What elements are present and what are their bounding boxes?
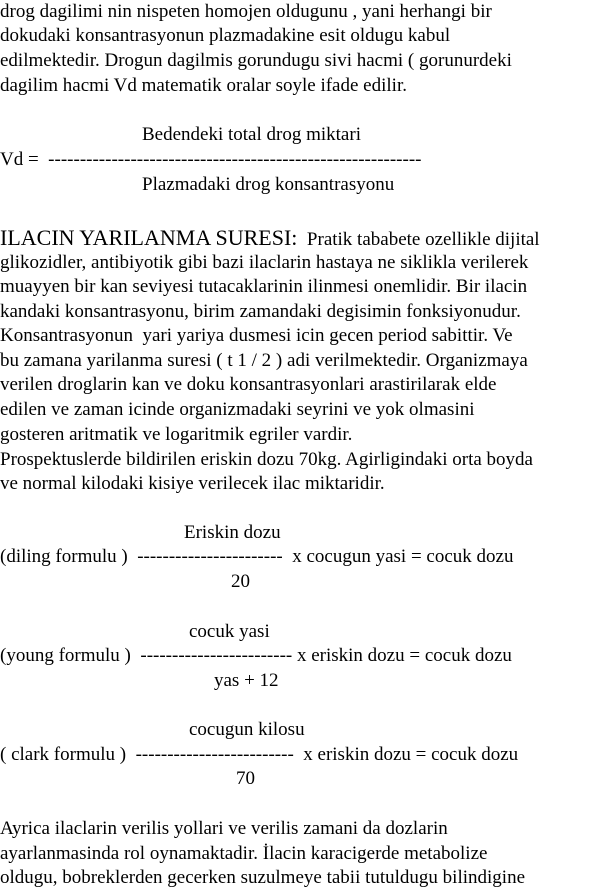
half-life-first-line [0,224,540,252]
clark-formula-line: ( clark formulu ) ------------------------- x eriskin dozu = cocuk dozu [0,744,519,765]
dilling-numerator: Eriskin dozu [184,522,281,543]
closing-line-3: oldugu, bobreklerden gecerken suzulmeye tabii tutuldugu bilindigine [0,867,526,888]
half-life-line-6: bu zamana yarilanma suresi ( t 1 / 2 ) adi verilmektedir. Organizmaya [0,350,528,371]
half-life-line-4: kandaki konsantrasyonu, birim zamandaki degisimin fonksiyonudur. [0,301,521,322]
closing-line-2: ayarlanmasinda rol oynamaktadir. İlacin karacigerde metabolize [0,843,488,864]
closing-line-1: Ayrica ilaclarin verilis yollari ve verilis zamani da dozlarin [0,818,448,839]
vd-numerator: Bedendeki total drog miktari [142,124,361,145]
half-life-line-10: Prospektuslerde bildirilen eriskin dozu 70kg. Agirligindaki orta boyda [0,449,533,470]
vd-fraction-line: Vd = ----------------------------------------------------------- [0,149,422,170]
intro-line-3: edilmektedir. Drogun dagilmis gorundugu sivi hacmi ( gorunurdeki [0,50,512,71]
intro-line-2: dokudaki konsantrasyonun plazmadakine esit oldugu kabul [0,25,451,46]
dilling-formula-line: (diling formulu ) ----------------------- x cocugun yasi = cocuk dozu [0,546,514,567]
half-life-line-7: verilen droglarin kan ve doku konsantrasyonlari arastirilarak elde [0,374,497,395]
half-life-line-1-rest: Pratik tababete ozellikle dijital [297,229,540,250]
half-life-line-8: edilen ve zaman icinde organizmadaki seyrini ve yok olmasini [0,399,475,420]
half-life-heading: ILACIN YARILANMA SURESI: [0,225,298,250]
intro-line-1: drog dagilimi nin nispeten homojen oldugunu , yani herhangi bir [0,1,492,22]
intro-line-4: dagilim hacmi Vd matematik oralar soyle ifade edilir. [0,75,407,96]
half-life-line-11: ve normal kilodaki kisiye verilecek ilac miktaridir. [0,473,385,494]
young-denominator: yas + 12 [214,670,279,691]
clark-denominator: 70 [236,768,255,789]
young-numerator: cocuk yasi [189,621,270,642]
half-life-line-5: Konsantrasyonun yari yariya dusmesi icin gecen period sabittir. Ve [0,325,513,346]
half-life-line-3: muayyen bir kan seviyesi tutacaklarinin ilinmesi onemlidir. Bir ilacin [0,276,528,297]
half-life-line-9: gosteren aritmatik ve logaritmik egriler vardir. [0,424,353,445]
vd-denominator: Plazmadaki drog konsantrasyonu [142,174,395,195]
clark-numerator: cocugun kilosu [189,719,305,740]
dilling-denominator: 20 [231,571,250,592]
young-formula-line: (young formulu ) ------------------------ x eriskin dozu = cocuk dozu [0,645,512,666]
half-life-line-2: glikozidler, antibiyotik gibi bazi ilaclarin hastaya ne siklikla verilerek [0,252,529,273]
